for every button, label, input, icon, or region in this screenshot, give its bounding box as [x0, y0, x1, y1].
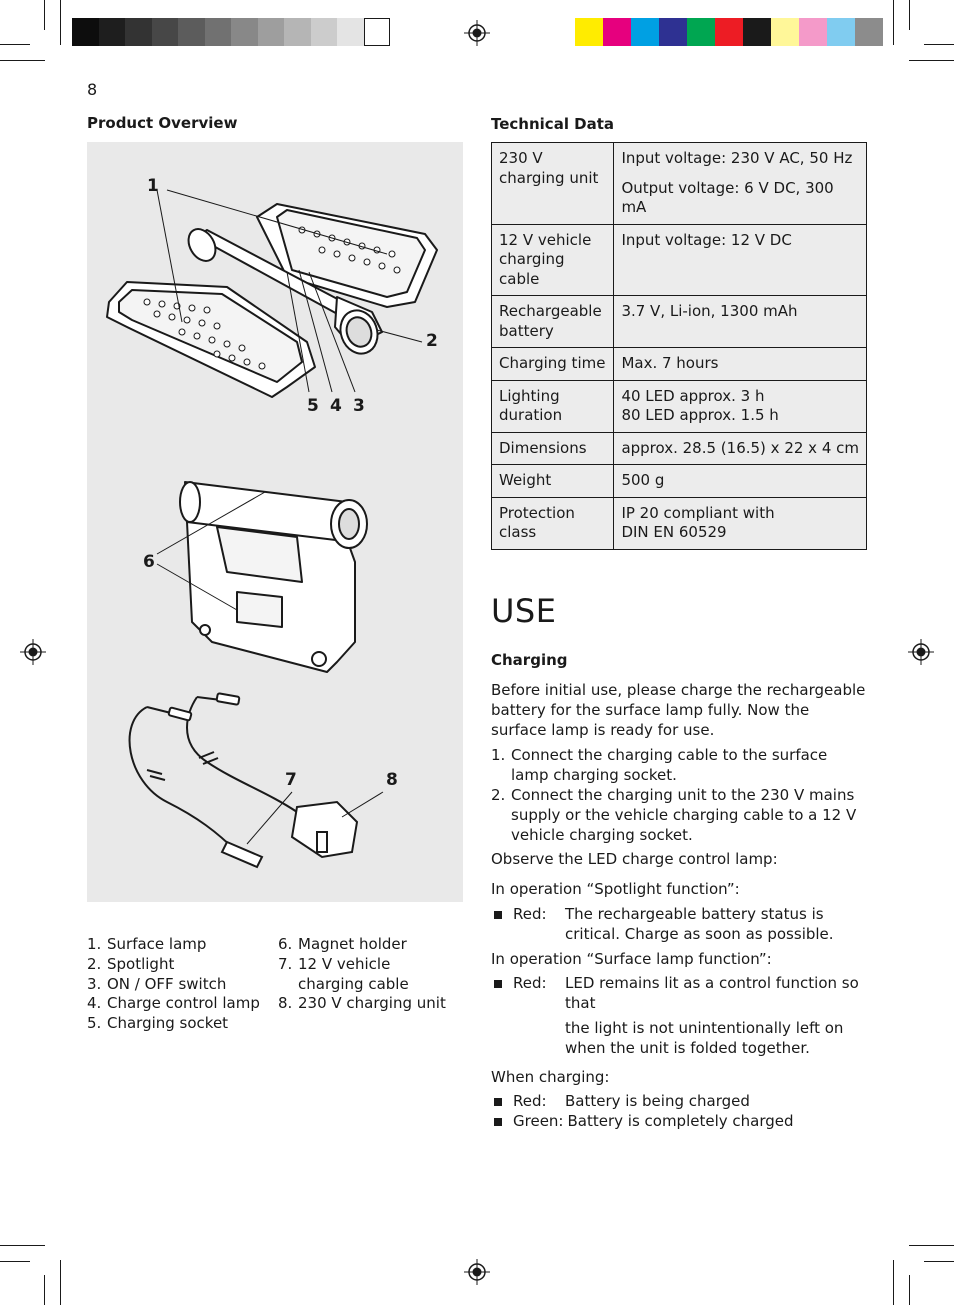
- gray-swatch: [284, 18, 311, 46]
- callout-7: 7: [285, 770, 297, 790]
- color-swatch: [687, 18, 715, 46]
- gray-swatch: [337, 18, 364, 46]
- when-charging-text: When charging:: [491, 1067, 610, 1086]
- intro-paragraph: Before initial use, please charge the rechargeable battery for the surface lamp fully. Now the surface lamp is ready for use.: [491, 681, 866, 739]
- legend-left: [87, 935, 277, 1034]
- gray-swatch: [231, 18, 258, 46]
- callout-2: 2: [426, 331, 438, 351]
- legend-item: 3. ON / OFF switch: [87, 974, 227, 993]
- callout-3: 3: [353, 396, 365, 416]
- row-value: Max. 7 hours: [614, 348, 867, 381]
- registration-mark-bottom-icon: [464, 1259, 490, 1285]
- color-swatch: [771, 18, 799, 46]
- table-row: [492, 224, 867, 296]
- observe-text: Observe the LED charge control lamp:: [491, 850, 778, 869]
- list-item: 2. Connect the charging unit to the 230 V mains supply or the vehicle charging cable to a 12 V vehicle charging socket.: [491, 785, 857, 844]
- legend-item: 7. 12 V vehicle charging cable: [278, 954, 409, 993]
- table-row: [492, 143, 867, 225]
- gray-swatch: [311, 18, 338, 46]
- color-swatch: [855, 18, 883, 46]
- charging-steps: [491, 746, 867, 845]
- list-item: Red: The rechargeable battery status is critical. Charge as soon as possible.: [491, 905, 867, 945]
- table-row: [492, 465, 867, 498]
- row-label: Charging time: [492, 348, 614, 381]
- color-swatch: [827, 18, 855, 46]
- table-row: [492, 296, 867, 348]
- row-label: Lighting duration: [492, 380, 614, 432]
- callout-1: 1: [147, 176, 159, 196]
- gray-swatch: [178, 18, 205, 46]
- row-value: Input voltage: 230 V AC, 50 Hz Output voltage: 6 V DC, 300 mA: [614, 143, 867, 225]
- table-row: [492, 432, 867, 465]
- color-swatch: [799, 18, 827, 46]
- registration-mark-right-icon: [908, 639, 934, 665]
- legend-right: [278, 935, 458, 1014]
- charging-instructions: [491, 681, 867, 1132]
- gray-swatch: [99, 18, 126, 46]
- surface-lamp-unfolded-illustration: [87, 142, 463, 442]
- row-label: Rechargeable battery: [492, 296, 614, 348]
- table-row: [492, 497, 867, 549]
- gray-swatch: [125, 18, 152, 46]
- color-swatch: [575, 18, 603, 46]
- product-figure: [87, 142, 463, 902]
- row-value: 3.7 V, Li-ion, 1300 mAh: [614, 296, 867, 348]
- color-swatch: [603, 18, 631, 46]
- row-value: 500 g: [614, 465, 867, 498]
- surface-op-text: In operation “Surface lamp function”:: [491, 949, 772, 968]
- row-label: Weight: [492, 465, 614, 498]
- row-label: Protection class: [492, 497, 614, 549]
- callout-6: 6: [143, 552, 155, 572]
- row-value: approx. 28.5 (16.5) x 22 x 4 cm: [614, 432, 867, 465]
- callout-4: 4: [330, 396, 342, 416]
- table-row: [492, 380, 867, 432]
- technical-data-table: [491, 142, 867, 550]
- gray-swatch: [364, 18, 391, 46]
- legend-item: 2. Spotlight: [87, 954, 175, 973]
- legend-item: 8. 230 V charging unit: [278, 994, 446, 1013]
- registration-mark-left-icon: [20, 639, 46, 665]
- gray-swatch: [205, 18, 232, 46]
- list-item: 1. Connect the charging cable to the surface lamp charging socket.: [491, 746, 828, 785]
- spotlight-op-text: In operation “Spotlight function”:: [491, 880, 740, 899]
- legend-item: 4. Charge control lamp: [87, 994, 260, 1013]
- surface-lamp-folded-illustration: [87, 462, 463, 682]
- gray-swatch: [152, 18, 179, 46]
- list-item: Red: LED remains lit as a control function so that the light is not unintentionally left on when the unit is folded together.: [491, 974, 867, 1058]
- page-number: 8: [87, 80, 98, 99]
- gray-swatch: [72, 18, 99, 46]
- registration-mark-top-icon: [464, 20, 490, 46]
- color-swatch: [743, 18, 771, 46]
- row-label: Dimensions: [492, 432, 614, 465]
- legend-item: 6. Magnet holder: [278, 935, 407, 953]
- row-value: Input voltage: 12 V DC: [614, 224, 867, 296]
- color-swatch: [715, 18, 743, 46]
- row-label: 230 V charging unit: [492, 143, 614, 225]
- charging-title: Charging: [491, 651, 568, 669]
- list-item: Green: Battery is completely charged: [491, 1112, 867, 1132]
- use-heading: USE: [491, 592, 557, 630]
- product-overview-title: Product Overview: [87, 114, 238, 132]
- gray-swatch: [258, 18, 285, 46]
- row-value: IP 20 compliant with DIN EN 60529: [614, 497, 867, 549]
- legend-item: 1. Surface lamp: [87, 935, 207, 953]
- list-item: Red: Battery is being charged: [491, 1092, 867, 1112]
- charging-cables-illustration: [87, 682, 463, 882]
- callout-8: 8: [386, 770, 398, 790]
- row-label: 12 V vehicle charging cable: [492, 224, 614, 296]
- table-row: [492, 348, 867, 381]
- row-value: 40 LED approx. 3 h 80 LED approx. 1.5 h: [614, 380, 867, 432]
- callout-5: 5: [307, 396, 319, 416]
- legend-item: 5. Charging socket: [87, 1014, 229, 1033]
- technical-data-title: Technical Data: [491, 115, 615, 133]
- color-swatch: [631, 18, 659, 46]
- color-swatch: [659, 18, 687, 46]
